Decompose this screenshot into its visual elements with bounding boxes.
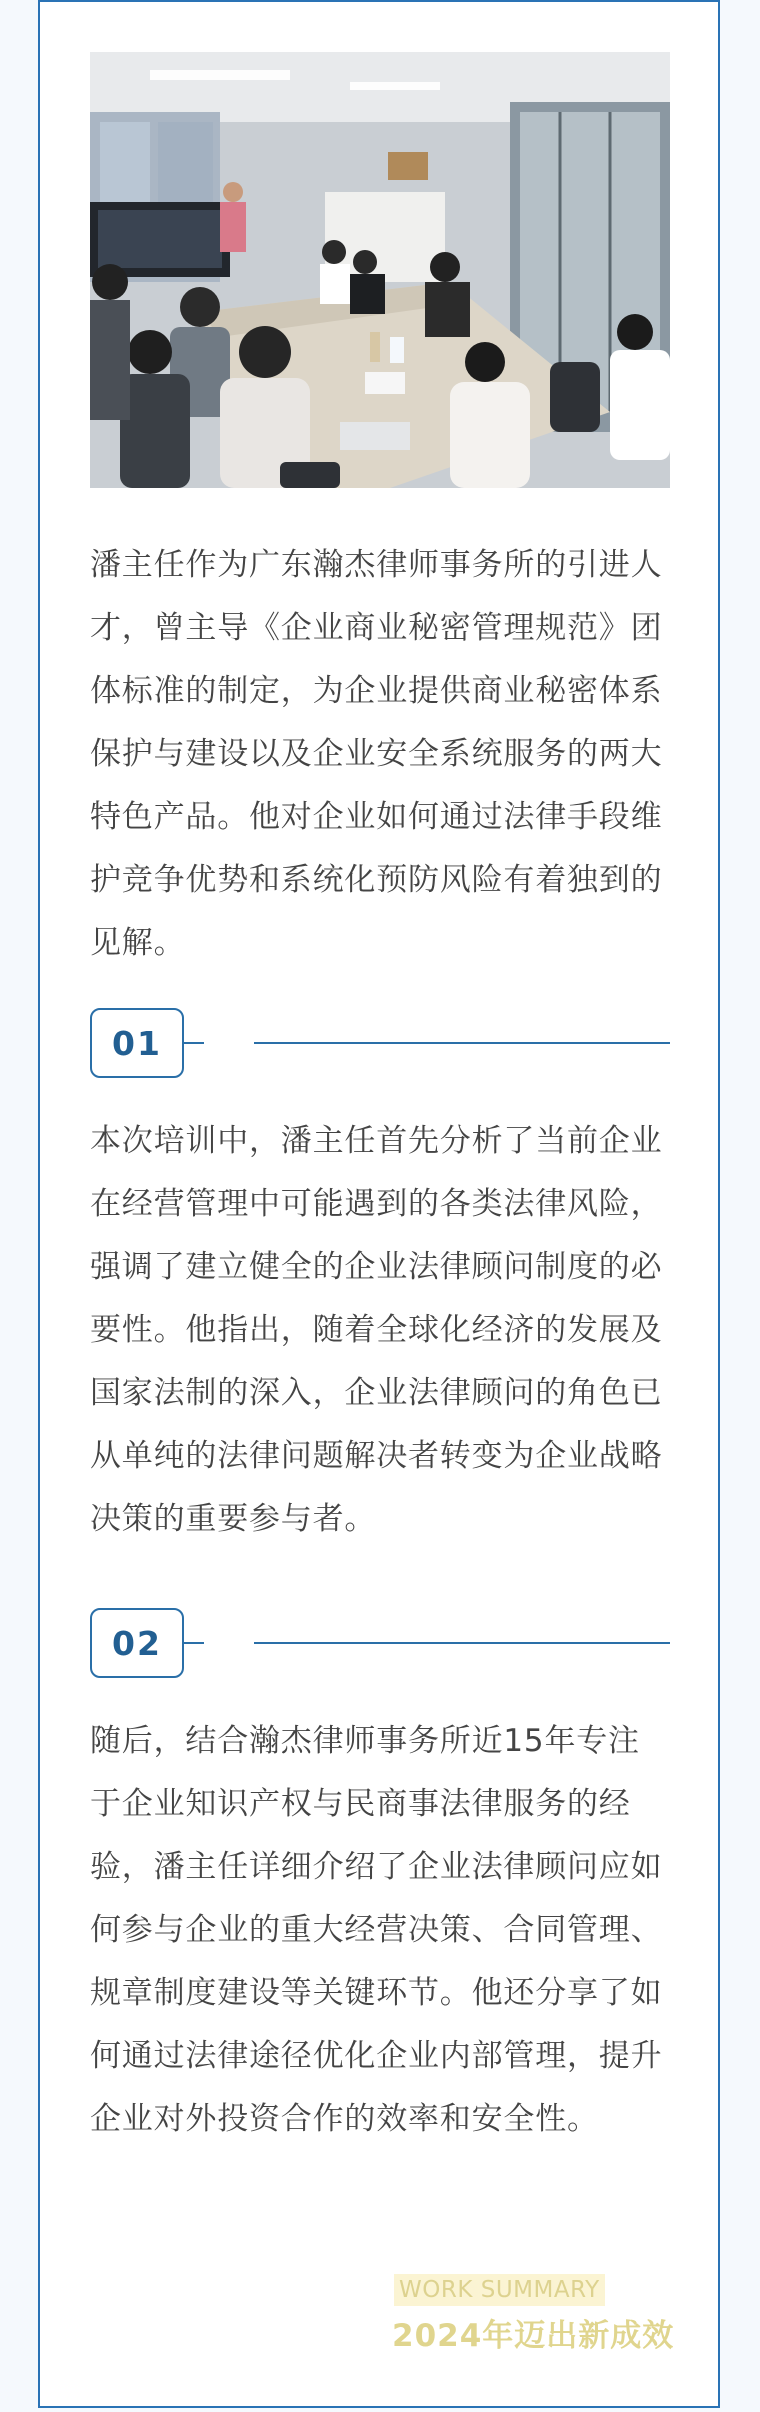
- footer-slogan: 2024年迈出新成效: [392, 2318, 675, 2354]
- intro-paragraph: 潘主任作为广东瀚杰律师事务所的引进人才，曾主导《企业商业秘密管理规范》团体标准的制定，为企业提供商业秘密体系保护与建设以及企业安全系统服务的两大特色产品。他对企业如何通过法律手段维护竞争优势和系统化预防风险有着独到的见解。: [90, 547, 663, 961]
- meeting-photo: [90, 52, 670, 488]
- section-1-tick: [184, 1042, 204, 1044]
- section-2-tick: [184, 1642, 204, 1644]
- training-paragraph: 本次培训中，潘主任首先分析了当前企业在经营管理中可能遇到的各类法律风险，强调了建立健全的企业法律顾问制度的必要性。他指出，随着全球化经济的发展及国家法制的深入，企业法律顾问的角色已从单纯的法律问题解决者转变为企业战略决策的重要参与者。: [90, 1123, 663, 1537]
- followup-paragraph: 随后，结合瀚杰律师事务所近15年专注于企业知识产权与民商事法律服务的经验，潘主任详细介绍了企业法律顾问应如何参与企业的重大经营决策、合同管理、规章制度建设等关键环节。他还分享了如何通过法律途径优化企业内部管理，提升企业对外投资合作的效率和安全性。: [90, 1723, 663, 2137]
- section-1-divider: [254, 1042, 670, 1044]
- section-2-divider: [254, 1642, 670, 1644]
- section-1-header: [90, 1008, 670, 1078]
- section-2-number: 02: [90, 1608, 184, 1678]
- section-1-number: 01: [90, 1008, 184, 1078]
- section-2-header: [90, 1608, 670, 1678]
- work-summary-label: WORK SUMMARY: [394, 2274, 605, 2306]
